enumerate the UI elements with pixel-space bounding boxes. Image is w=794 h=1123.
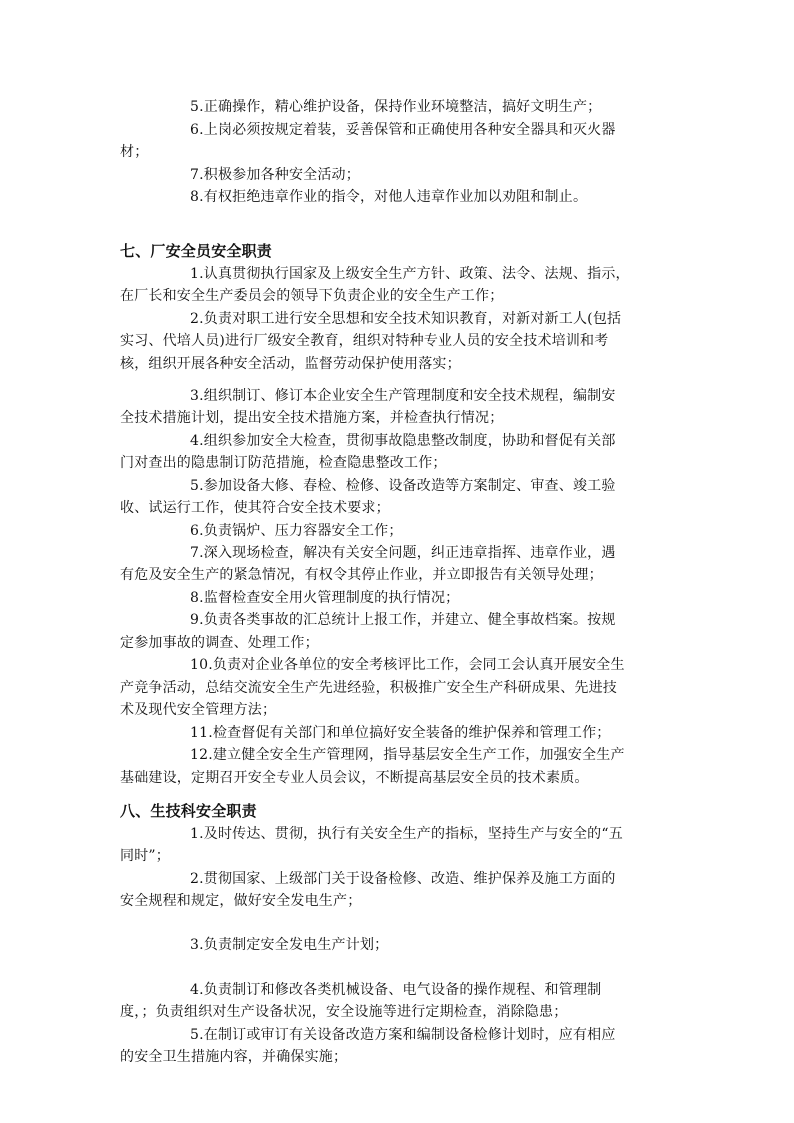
section7-line: 11.检查督促有关部门和单位搞好安全装备的维护保养和管理工作； [190, 725, 611, 741]
section8-line: 4.负责制订和修改各类机械设备、电气设备的操作规程、和管理制 [190, 982, 602, 998]
section7-line: 实习、代培人员)进行厂级安全教育，组织对特种专业人员的安全技术培训和考 [120, 333, 609, 349]
section7-line: 收、试运行工作，使其符合安全技术要求； [120, 500, 390, 516]
section7-line: 10.负责对企业各单位的安全考核评比工作，会同工会认真开展安全生 [190, 657, 625, 673]
section7-line: 产竞争活动，总结交流安全生产先进经验，积极推广安全生产科研成果、先进技 [120, 680, 617, 696]
intro-item-5: 5.正确操作，精心维护设备，保持作业环境整洁，搞好文明生产； [190, 99, 602, 115]
section7-line: 在厂长和安全生产委员会的领导下负责企业的安全生产工作； [120, 288, 504, 304]
section7-line: 4.组织参加安全大检查，贯彻事故隐患整改制度，协助和督促有关部 [190, 433, 616, 449]
section8-heading: 八、生技科安全职责 [120, 802, 257, 820]
section7-line: 1.认真贯彻执行国家及上级安全生产方针、政策、法令、法规、指示， [190, 266, 630, 282]
intro-item-7: 7.积极参加各种安全活动； [190, 167, 360, 183]
section7-line: 9.负责各类事故的汇总统计上报工作，并建立、健全事故档案。按规 [190, 612, 616, 628]
intro-item-6: 6.上岗必须按规定着装，妥善保管和正确使用各种安全器具和灭火器 [190, 122, 616, 138]
section7-line: 全技术措施计划，提出安全技术措施方案，并检查执行情况； [120, 410, 504, 426]
section7-line: 术及现代安全管理方法； [120, 702, 277, 718]
section8-line: 安全规程和规定，做好安全发电生产； [120, 893, 362, 909]
section8-line: 5.在制订或审订有关设备改造方案和编制设备检修计划时，应有相应 [190, 1027, 616, 1043]
section7-line: 12.建立健全安全生产管理网，指导基层安全生产工作，加强安全生产 [190, 747, 625, 763]
section7-line: 基础建设，定期召开安全专业人员会议，不断提高基层安全员的技术素质。 [120, 770, 589, 786]
section7-line: 7.深入现场检查，解决有关安全问题，纠正违章指挥、违章作业，遇 [190, 545, 616, 561]
section8-line: 同时”； [120, 848, 170, 864]
section8-line: 1.及时传达、贯彻，执行有关安全生产的指标，坚持生产与安全的“五 [190, 826, 623, 842]
section8-line: 度，；负责组织对生产设备状况，安全设施等进行定期检查，消除隐患； [120, 1004, 568, 1020]
section7-line: 定参加事故的调查、处理工作； [120, 635, 319, 651]
section7-line: 核，组织开展各种安全活动，监督劳动保护使用落实； [120, 356, 461, 372]
section8-line: 2.贯彻国家、上级部门关于设备检修、改造、维护保养及施工方面的 [190, 871, 616, 887]
section7-line: 8.监督检查安全用火管理制度的执行情况； [190, 590, 460, 606]
section7-line: 5.参加设备大修、春检、检修、设备改造等方案制定、审查、竣工验 [190, 478, 616, 494]
section7-line: 2.负责对职工进行安全思想和安全技术知识教育，对新对新工人(包括 [190, 311, 622, 327]
section7-line: 6.负责锅炉、压力容器安全工作； [190, 523, 403, 539]
section8-line: 3.负责制定安全发电生产计划； [190, 937, 389, 953]
section7-line: 有危及安全生产的紧急情况，有权令其停止作业，并立即报告有关领导处理； [120, 567, 603, 583]
section7-heading: 七、厂安全员安全职责 [120, 242, 273, 260]
section8-line: 的安全卫生措施内容，并确保实施； [120, 1049, 348, 1065]
section7-line: 门对查出的隐患制订防范措施，检查隐患整改工作； [120, 455, 447, 471]
intro-item-6-cont: 材； [120, 144, 149, 160]
intro-item-8: 8.有权拒绝违章作业的指令，对他人违章作业加以劝阻和制止。 [190, 189, 588, 205]
section7-line: 3.组织制订、修订本企业安全生产管理制度和安全技术规程，编制安 [190, 388, 616, 404]
